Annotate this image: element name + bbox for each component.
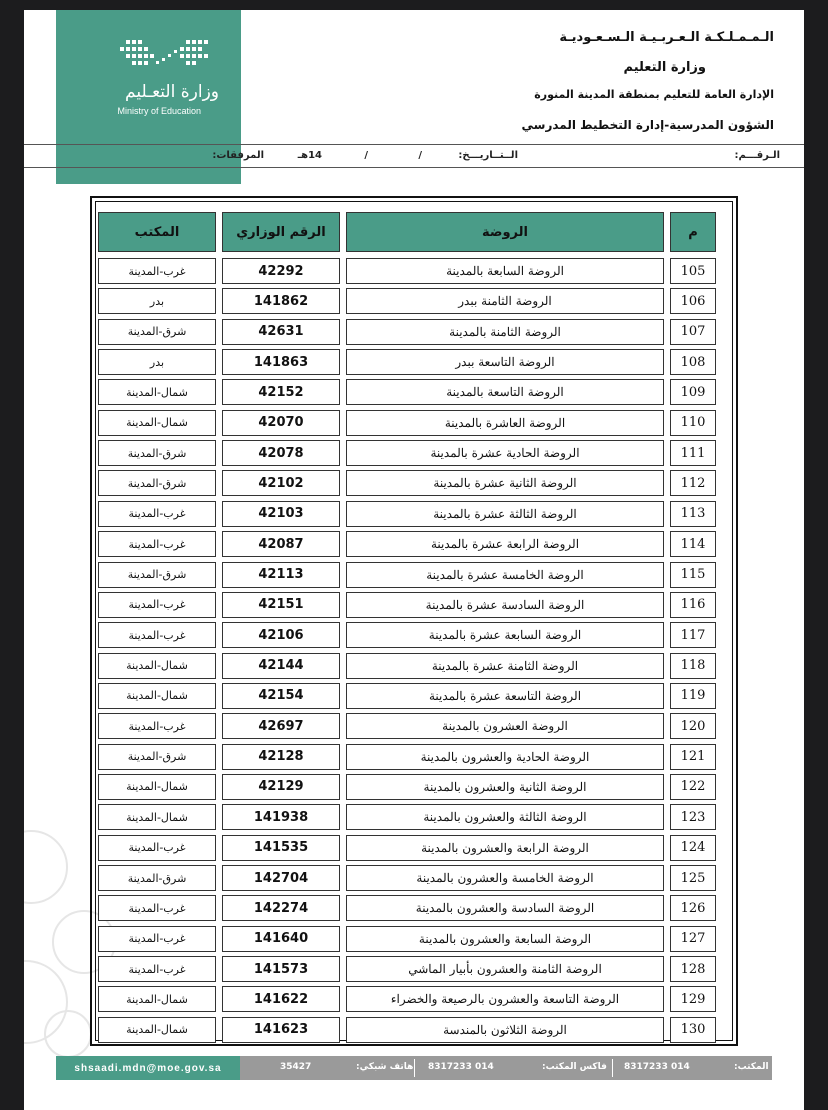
row-name-cell: الروضة التاسعة ببدر xyxy=(346,349,664,375)
row-name-cell: الروضة التاسعة عشرة بالمدينة xyxy=(346,683,664,709)
row-code-cell: 42631 xyxy=(222,319,340,345)
row-index-cell: 109 xyxy=(670,379,716,405)
reference-date-sep: / xyxy=(418,150,422,161)
row-name-cell: الروضة الثانية عشرة بالمدينة xyxy=(346,470,664,496)
header-kingdom: الـمـمـلـكـة الـعـربـيـة الـسـعـوديـة xyxy=(559,30,774,45)
row-name-cell: الروضة الثامنة ببدر xyxy=(346,288,664,314)
footer-email: shsaadi.mdn@moe.gov.sa xyxy=(56,1056,240,1080)
row-name-cell: الروضة العشرون بالمدينة xyxy=(346,713,664,739)
row-office-cell: شرق-المدينة xyxy=(98,744,216,770)
row-name-cell: الروضة السابعة عشرة بالمدينة xyxy=(346,622,664,648)
row-code-cell: 42113 xyxy=(222,562,340,588)
row-index-cell: 117 xyxy=(670,622,716,648)
header-index-cell: م xyxy=(670,212,716,252)
row-index-cell: 116 xyxy=(670,592,716,618)
row-code-cell: 141863 xyxy=(222,349,340,375)
row-code-cell: 42102 xyxy=(222,470,340,496)
row-office-cell: شرق-المدينة xyxy=(98,470,216,496)
row-code-cell: 42087 xyxy=(222,531,340,557)
row-office-cell: غرب-المدينة xyxy=(98,592,216,618)
row-code-cell: 42070 xyxy=(222,410,340,436)
row-office-cell: شمال-المدينة xyxy=(98,986,216,1012)
row-office-cell: بدر xyxy=(98,349,216,375)
row-code-cell: 141938 xyxy=(222,804,340,830)
row-office-cell: شمال-المدينة xyxy=(98,653,216,679)
reference-year: 14هـ xyxy=(297,150,322,161)
row-index-cell: 106 xyxy=(670,288,716,314)
row-name-cell: الروضة السابعة بالمدينة xyxy=(346,258,664,284)
reference-date-label: الــتــاريـــخ: xyxy=(458,150,518,161)
header-office-cell: المكتب xyxy=(98,212,216,252)
row-office-cell: غرب-المدينة xyxy=(98,956,216,982)
footer-separator xyxy=(612,1059,613,1077)
row-office-cell: غرب-المدينة xyxy=(98,501,216,527)
row-index-cell: 123 xyxy=(670,804,716,830)
footer-office-fax-label: فاكس المكتب: xyxy=(542,1062,607,1072)
ministry-logo-mark-icon xyxy=(118,38,214,72)
header-directorate: الإدارة العامة للتعليم بمنطقة المدينة المنورة xyxy=(534,88,774,101)
row-code-cell: 42154 xyxy=(222,683,340,709)
row-name-cell: الروضة السادسة عشرة بالمدينة xyxy=(346,592,664,618)
row-code-cell: 141622 xyxy=(222,986,340,1012)
row-name-cell: الروضة الثامنة عشرة بالمدينة xyxy=(346,653,664,679)
row-index-cell: 110 xyxy=(670,410,716,436)
row-office-cell: شرق-المدينة xyxy=(98,319,216,345)
row-name-cell: الروضة الثالثة عشرة بالمدينة xyxy=(346,501,664,527)
row-office-cell: شمال-المدينة xyxy=(98,683,216,709)
row-index-cell: 122 xyxy=(670,774,716,800)
row-index-cell: 118 xyxy=(670,653,716,679)
header-ministry: وزارة التعليم xyxy=(623,60,706,75)
row-index-cell: 130 xyxy=(670,1017,716,1043)
row-office-cell: غرب-المدينة xyxy=(98,713,216,739)
footer-network-phone-label: هاتف شبكي: xyxy=(356,1062,414,1072)
row-code-cell: 141573 xyxy=(222,956,340,982)
row-name-cell: الروضة التاسعة بالمدينة xyxy=(346,379,664,405)
row-name-cell: الروضة التاسعة والعشرون بالرصيعة والخضراء xyxy=(346,986,664,1012)
row-code-cell: 42151 xyxy=(222,592,340,618)
row-name-cell: الروضة الثانية والعشرون بالمدينة xyxy=(346,774,664,800)
row-office-cell: شمال-المدينة xyxy=(98,1017,216,1043)
row-name-cell: الروضة الخامسة عشرة بالمدينة xyxy=(346,562,664,588)
row-office-cell: شرق-المدينة xyxy=(98,440,216,466)
row-code-cell: 142274 xyxy=(222,895,340,921)
footer-office-fax: 014 8317233 xyxy=(428,1062,494,1072)
row-index-cell: 107 xyxy=(670,319,716,345)
row-code-cell: 141640 xyxy=(222,926,340,952)
row-index-cell: 125 xyxy=(670,865,716,891)
row-index-cell: 105 xyxy=(670,258,716,284)
row-index-cell: 114 xyxy=(670,531,716,557)
row-index-cell: 127 xyxy=(670,926,716,952)
row-index-cell: 119 xyxy=(670,683,716,709)
row-code-cell: 42144 xyxy=(222,653,340,679)
row-name-cell: الروضة الثالثة والعشرون بالمدينة xyxy=(346,804,664,830)
footer-office-phone-label: هاتف المكتب: xyxy=(734,1062,796,1072)
row-index-cell: 126 xyxy=(670,895,716,921)
footer-network-phone: 35427 xyxy=(280,1062,312,1072)
row-office-cell: شمال-المدينة xyxy=(98,379,216,405)
row-office-cell: بدر xyxy=(98,288,216,314)
row-office-cell: شمال-المدينة xyxy=(98,410,216,436)
row-code-cell: 141862 xyxy=(222,288,340,314)
row-index-cell: 112 xyxy=(670,470,716,496)
logo-english-text: Ministry of Education xyxy=(117,106,201,116)
reference-date-sep: / xyxy=(364,150,368,161)
row-code-cell: 42103 xyxy=(222,501,340,527)
decorative-circle xyxy=(44,1010,92,1058)
row-code-cell: 42078 xyxy=(222,440,340,466)
row-name-cell: الروضة الرابعة والعشرون بالمدينة xyxy=(346,835,664,861)
logo-arabic-text: وزارة التعـليم xyxy=(125,82,219,102)
row-office-cell: شمال-المدينة xyxy=(98,804,216,830)
footer-bar xyxy=(56,1056,796,1080)
row-office-cell: شمال-المدينة xyxy=(98,774,216,800)
row-index-cell: 128 xyxy=(670,956,716,982)
row-index-cell: 113 xyxy=(670,501,716,527)
reference-bar xyxy=(24,144,804,168)
row-name-cell: الروضة العاشرة بالمدينة xyxy=(346,410,664,436)
row-code-cell: 42128 xyxy=(222,744,340,770)
row-office-cell: غرب-المدينة xyxy=(98,258,216,284)
row-name-cell: الروضة الثامنة والعشرون بأبيار الماشي xyxy=(346,956,664,982)
row-name-cell: الروضة السادسة والعشرون بالمدينة xyxy=(346,895,664,921)
row-index-cell: 115 xyxy=(670,562,716,588)
row-code-cell: 42129 xyxy=(222,774,340,800)
header-name-cell: الروضة xyxy=(346,212,664,252)
header-code-cell: الرقم الوزاري xyxy=(222,212,340,252)
footer-office-phone: 014 8317233 xyxy=(624,1062,690,1072)
row-code-cell: 42106 xyxy=(222,622,340,648)
row-name-cell: الروضة الحادية والعشرون بالمدينة xyxy=(346,744,664,770)
row-code-cell: 42697 xyxy=(222,713,340,739)
row-code-cell: 142704 xyxy=(222,865,340,891)
row-code-cell: 141623 xyxy=(222,1017,340,1043)
row-index-cell: 120 xyxy=(670,713,716,739)
row-index-cell: 129 xyxy=(670,986,716,1012)
row-office-cell: غرب-المدينة xyxy=(98,622,216,648)
reference-number-label: الـرقـــم: xyxy=(734,150,780,161)
row-office-cell: غرب-المدينة xyxy=(98,926,216,952)
row-office-cell: شرق-المدينة xyxy=(98,562,216,588)
row-index-cell: 124 xyxy=(670,835,716,861)
row-name-cell: الروضة الثلاثون بالمندسة xyxy=(346,1017,664,1043)
row-office-cell: غرب-المدينة xyxy=(98,531,216,557)
row-office-cell: غرب-المدينة xyxy=(98,835,216,861)
row-index-cell: 121 xyxy=(670,744,716,770)
decorative-circle xyxy=(24,830,68,904)
row-name-cell: الروضة الرابعة عشرة بالمدينة xyxy=(346,531,664,557)
row-name-cell: الروضة الخامسة والعشرون بالمدينة xyxy=(346,865,664,891)
document-page xyxy=(24,10,804,1110)
kindergarten-table xyxy=(90,196,738,1046)
row-name-cell: الروضة الثامنة بالمدينة xyxy=(346,319,664,345)
footer-separator xyxy=(414,1059,415,1077)
row-code-cell: 42152 xyxy=(222,379,340,405)
row-code-cell: 42292 xyxy=(222,258,340,284)
header-department: الشؤون المدرسية-إدارة التخطيط المدرسي xyxy=(521,118,774,132)
row-name-cell: الروضة السابعة والعشرون بالمدينة xyxy=(346,926,664,952)
row-office-cell: غرب-المدينة xyxy=(98,895,216,921)
row-code-cell: 141535 xyxy=(222,835,340,861)
row-office-cell: شرق-المدينة xyxy=(98,865,216,891)
row-index-cell: 108 xyxy=(670,349,716,375)
reference-attachments-label: المرفقات: xyxy=(212,150,264,161)
row-index-cell: 111 xyxy=(670,440,716,466)
row-name-cell: الروضة الحادية عشرة بالمدينة xyxy=(346,440,664,466)
